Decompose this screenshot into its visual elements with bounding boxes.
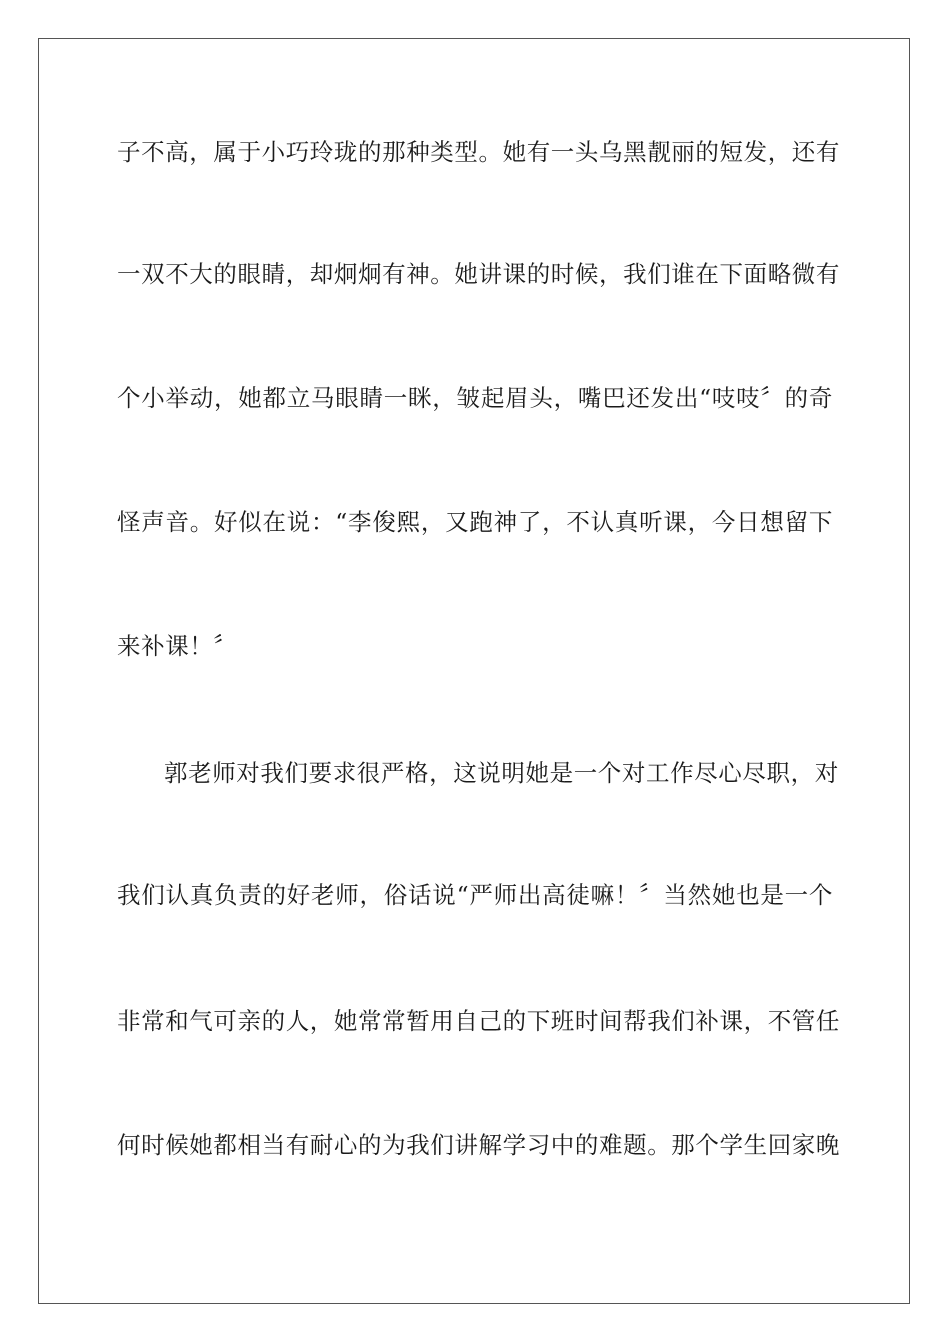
text-line-9: 何时候她都相当有耐心的为我们讲解学习中的难题。那个学生回家晚 bbox=[117, 1131, 840, 1159]
text-line-8: 非常和气可亲的人，她常常暂用自己的下班时间帮我们补课，不管任 bbox=[117, 1007, 840, 1035]
text-line-2: 一双不大的眼睛，却炯炯有神。她讲课的时候，我们谁在下面略微有 bbox=[117, 260, 840, 288]
text-line-4: 怪声音。好似在说：“李俊熙，又跑神了，不认真听课，今日想留下 bbox=[117, 508, 833, 536]
page-border bbox=[38, 38, 910, 1304]
text-line-7: 我们认真负责的好老师，俗话说“严师出高徒嘛！〞当然她也是一个 bbox=[117, 881, 833, 909]
text-line-6: 郭老师对我们要求很严格，这说明她是一个对工作尽心尽职，对 bbox=[164, 759, 839, 787]
text-line-3: 个小举动，她都立马眼睛一眯，皱起眉头，嘴巴还发出“吱吱〞的奇 bbox=[117, 384, 833, 412]
text-line-1: 子不高，属于小巧玲珑的那种类型。她有一头乌黑靓丽的短发，还有 bbox=[117, 138, 840, 166]
text-line-5: 来补课！〞 bbox=[117, 632, 238, 660]
